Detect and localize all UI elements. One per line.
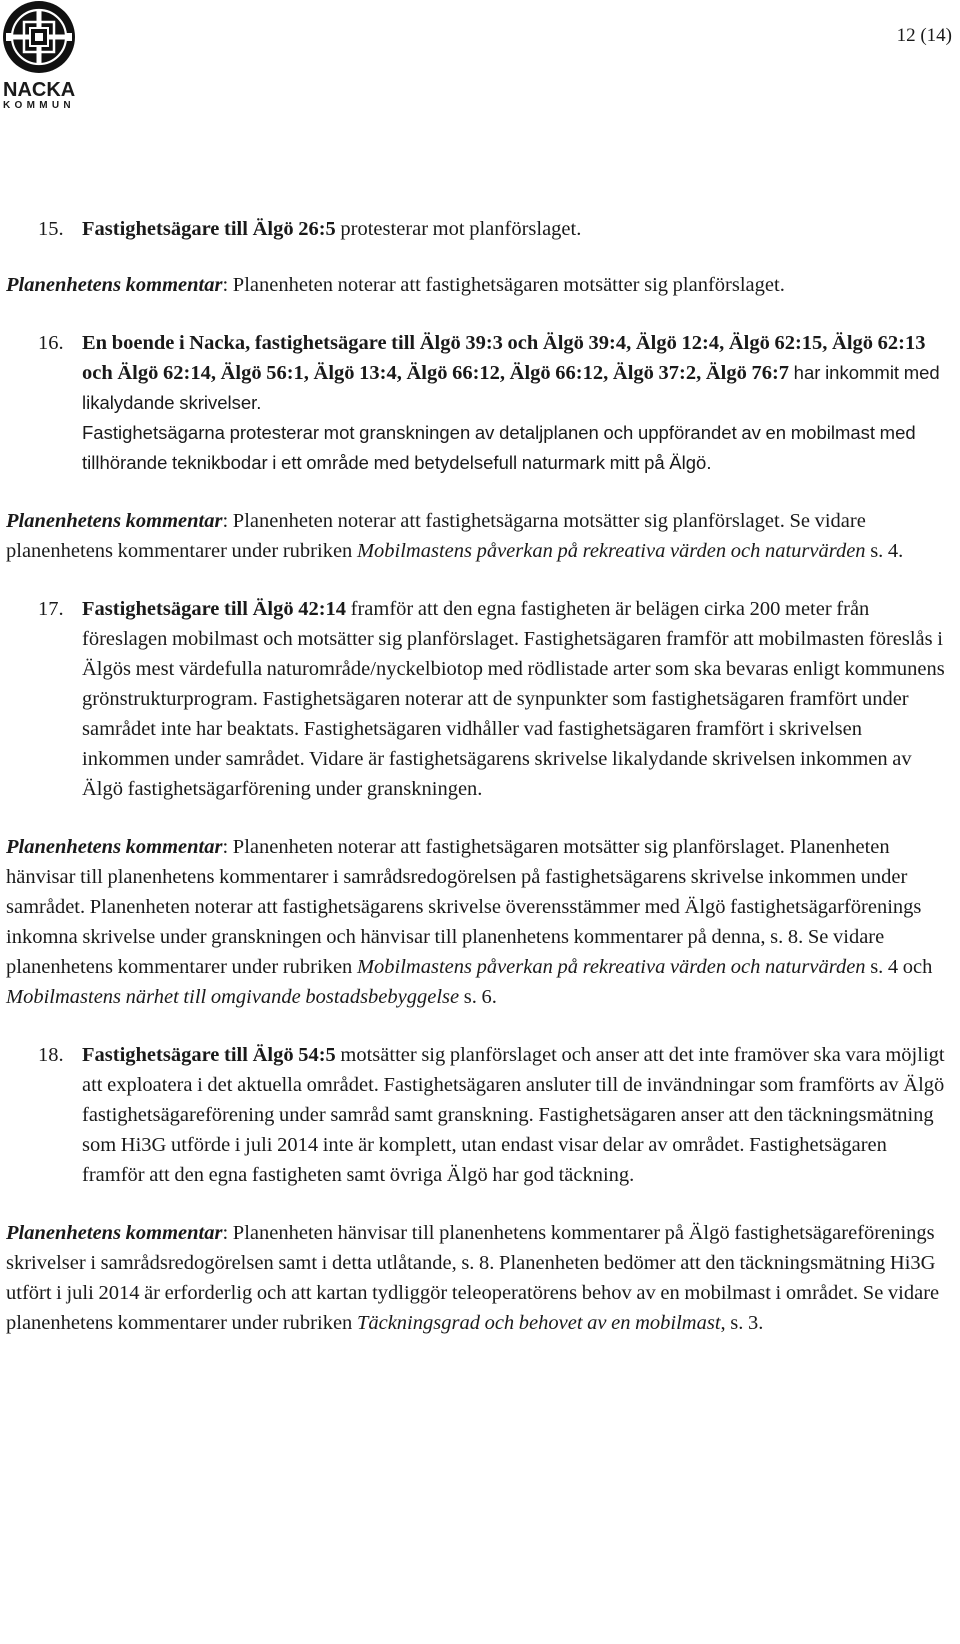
item-text: har inkommit med likalydande skrivelser. [82, 362, 940, 413]
item-subject: Fastighetsägare till Älgö 26:5 [82, 218, 336, 240]
comment-reference: Mobilmastens påverkan på rekreativa värden och naturvärden [356, 956, 866, 978]
item-text: framför att den egna fastigheten är belägen cirka 200 meter från föreslagen mobilmast och motsätter sig planförslaget. Fastighetsägaren framför att mobilmasten föreslås i Älgös mest värdefulla naturområde/nyckelbiotop med rödlistade arter som ska bevaras enligt kommunens grönstrukturprogram. Fastighetsägaren noterar att de synpunkter som fastighetsägaren framfört under samrådet inte har beaktats. Fastighetsägaren vidhåller vad fastighetsägaren framfört i skrivelsen inkommen under samrådet. Vidare är fastighetsägarens skrivelse likalydande skrivelsen inkommen av Älgö fastighetsägarförening under granskningen. [82, 598, 945, 800]
list-item [6, 1040, 950, 1190]
item-number: 15. [38, 218, 64, 240]
comment-label: Planenhetens kommentar [6, 1222, 223, 1244]
comment-end: s. 6. [459, 986, 497, 1008]
item-number: 16. [38, 332, 64, 354]
comment-label: Planenhetens kommentar [6, 274, 223, 296]
comment-reference: Mobilmastens påverkan på rekreativa värden och naturvärden [356, 540, 866, 562]
comment-reference: Täckningsgrad och behovet av en mobilmast [356, 1312, 721, 1334]
logo-name: NACKA [3, 79, 76, 101]
list-item [6, 328, 950, 478]
item-text: motsätter sig planförslaget och anser att det inte framöver ska vara möjligt att exploatera i det aktuella området. Fastighetsägaren ansluter till de invändningar som framförts av Älgö fastighetsägareförening under samråd samt granskning. Fastighetsägaren anser att den täckningsmätning som Hi3G utförde i juli 2014 inte är komplett, utan endast visar delar av området. Fastighetsägaren framför att den egna fastigheten samt övriga Älgö har god täckning. [82, 1044, 945, 1186]
page-number: 12 (14) [896, 25, 952, 46]
nacka-logo [2, 0, 78, 112]
comment [6, 1218, 950, 1338]
comment [6, 270, 950, 300]
item-number: 18. [38, 1044, 64, 1066]
comment-text: : Planenheten noterar att fastighetsägaren motsätter sig planförslaget. Planenheten hänvisar till planenhetens kommentarer i samrådsredogörelsen på fastighetsägarens skrivelse inkommen under samrådet. Planenheten noterar att fastighetsägarens skrivelse överensstämmer med Älgö fastighetsägarförenings inkomna skrivelse under granskningen och hänvisar till planenhetens kommentarer på denna, s. 8. Se vidare planenhetens kommentarer under rubriken [6, 836, 922, 978]
document-body [6, 214, 950, 1338]
logo-subtitle: KOMMUN [3, 100, 75, 111]
comment-end: , s. 3. [720, 1312, 764, 1334]
list-item [6, 214, 950, 244]
comment-reference-2: Mobilmastens närhet till omgivande bostadsbebyggelse [6, 986, 460, 1008]
comment-text: : Planenheten noterar att fastighetsägaren motsätter sig planförslaget. [222, 274, 785, 296]
comment-text: : Planenheten hänvisar till planenhetens kommentarer på Älgö fastighetsägareförenings skrivelser i samrådsredogörelsen samt i detta utlåtande, s. 8. Planenheten bedömer att den täckningsmätning Hi3G utfört i juli 2014 är erforderlig och att kartan tydliggör teleoperatörens behov av en mobilmast i området. Se vidare planenhetens kommentarer under rubriken [6, 1222, 940, 1334]
item-detail: Fastighetsägarna protesterar mot granskningen av detaljplanen och uppförandet av en mobilmast med tillhörande teknikbodar i ett område med betydelsefull naturmark mitt på Älgö. [82, 422, 916, 473]
comment-end: s. 4. [865, 540, 904, 562]
list-item [6, 594, 950, 804]
item-subject: Fastighetsägare till Älgö 54:5 [82, 1044, 336, 1066]
nacka-emblem-icon [2, 0, 76, 74]
item-subject: Fastighetsägare till Älgö 42:14 [82, 598, 347, 620]
comment-text: : Planenheten noterar att fastighetsägarna motsätter sig planförslaget. Se vidare planenhetens kommentarer under rubriken [6, 510, 866, 562]
comment-label: Planenhetens kommentar [6, 510, 223, 532]
item-number: 17. [38, 598, 64, 620]
comment-mid: s. 4 och [865, 956, 933, 978]
comment-label: Planenhetens kommentar [6, 836, 223, 858]
comment [6, 506, 950, 566]
item-text: protesterar mot planförslaget. [335, 218, 582, 240]
comment [6, 832, 950, 1012]
item-subject: En boende i Nacka, fastighetsägare till Älgö 39:3 och Älgö 39:4, Älgö 12:4, Älgö 62:15, Älgö 62:13 och Älgö 62:14, Älgö 56:1, Älgö 13:4, Älgö 66:12, Älgö 66:12, Älgö 37:2, Älgö 76:7 [82, 332, 926, 384]
